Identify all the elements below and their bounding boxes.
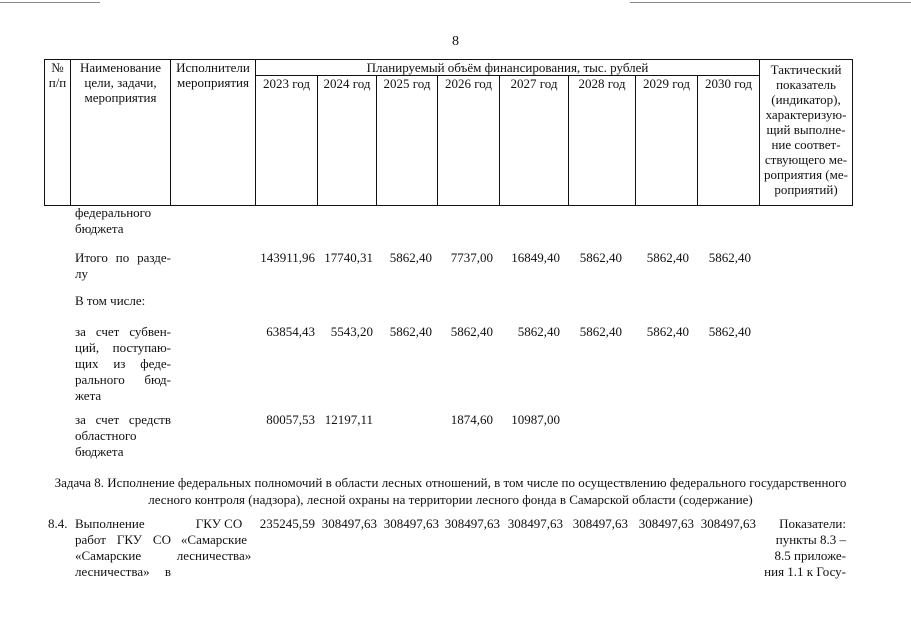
page-number: 8	[452, 34, 459, 49]
federal-subvention-value: 5862,40	[708, 324, 751, 339]
regional-budget-value: 12197,11	[324, 412, 373, 427]
header-year: 2029 год	[643, 76, 690, 91]
scan-edge-mark	[630, 2, 911, 3]
federal-subvention-value: 5862,40	[389, 324, 432, 339]
regional-budget-value: 10987,00	[511, 412, 560, 427]
row-8-4-value: 308497,63	[572, 516, 628, 531]
regional-budget-value: 80057,53	[266, 412, 315, 427]
section-total-value: 16849,40	[511, 250, 560, 265]
header-executors: Исполнители мероприятия	[176, 60, 250, 90]
row-8-4-value: 235245,59	[259, 516, 315, 531]
header-year: 2023 год	[263, 76, 310, 91]
row-8-4-value: 308497,63	[700, 516, 756, 531]
row-8-4-value: 308497,63	[444, 516, 500, 531]
header-year: 2028 год	[578, 76, 626, 91]
row-8-4-name: Выполнение работ ГКУ СО «Самарские лесничества» в	[75, 516, 171, 579]
section-total-value: 7737,00	[450, 250, 493, 265]
section-total-value: 5862,40	[579, 250, 622, 265]
header-year: 2030 год	[705, 76, 752, 91]
task-8-heading: Задача 8. Исполнение федеральных полномочий в области лесных отношений, в том числе по осуществлению федерального государственного лесного контроля (надзора), лесной охраны на территории лесного фонда в Самарской области (содержание)	[54, 475, 847, 507]
federal-subvention-label: за счет субвен- ций, поступаю- щих из феде- рального бюд- жета	[75, 324, 171, 403]
regional-budget-label: за счет средств областного бюджета	[75, 412, 171, 459]
header-year: 2027 год	[510, 76, 558, 91]
row-8-4-value: 308497,63	[507, 516, 563, 531]
section-total-value: 5862,40	[389, 250, 432, 265]
section-total-label: Итого по разде- лу	[75, 250, 171, 281]
section-total-value: 5862,40	[708, 250, 751, 265]
row-8-4-value: 308497,63	[638, 516, 694, 531]
row-8-4-number: 8.4.	[48, 516, 68, 531]
table-header	[44, 59, 852, 205]
header-number: № п/п	[48, 60, 67, 90]
federal-subvention-value: 5862,40	[646, 324, 689, 339]
row-8-4-indicator: Показатели: пункты 8.3 – 8.5 приложе- ния 1.1 к Госу-	[764, 516, 846, 579]
regional-budget-value: 1874,60	[450, 412, 493, 427]
section-total-value: 5862,40	[646, 250, 689, 265]
federal-subvention-value: 5862,40	[517, 324, 560, 339]
header-funding-title: Планируемый объём финансирования, тыс. рублей	[366, 60, 649, 75]
header-year: 2025 год	[383, 76, 431, 91]
federal-subvention-value: 5862,40	[579, 324, 622, 339]
header-year: 2026 год	[445, 76, 492, 91]
row-8-4-value: 308497,63	[383, 516, 439, 531]
carryover-label: федерального бюджета	[75, 205, 152, 236]
including-label: В том числе:	[75, 293, 146, 308]
federal-subvention-value: 5862,40	[450, 324, 493, 339]
scan-edge-mark	[0, 2, 100, 3]
header-indicator: Тактический показатель (индикатор), характеризую- щий выполне- ние соответ- ствующего ме- роприятия (ме- роприятий)	[764, 62, 848, 197]
section-total-value: 17740,31	[324, 250, 373, 265]
section-total-value: 143911,96	[260, 250, 315, 265]
row-8-4-executor: ГКУ СО «Самарские лесничества»	[176, 516, 252, 563]
header-year: 2024 год	[323, 76, 371, 91]
federal-subvention-value: 5543,20	[330, 324, 373, 339]
row-8-4-value: 308497,63	[321, 516, 377, 531]
federal-subvention-value: 63854,43	[266, 324, 315, 339]
header-name: Наименование цели, задачи, мероприятия	[80, 60, 161, 105]
